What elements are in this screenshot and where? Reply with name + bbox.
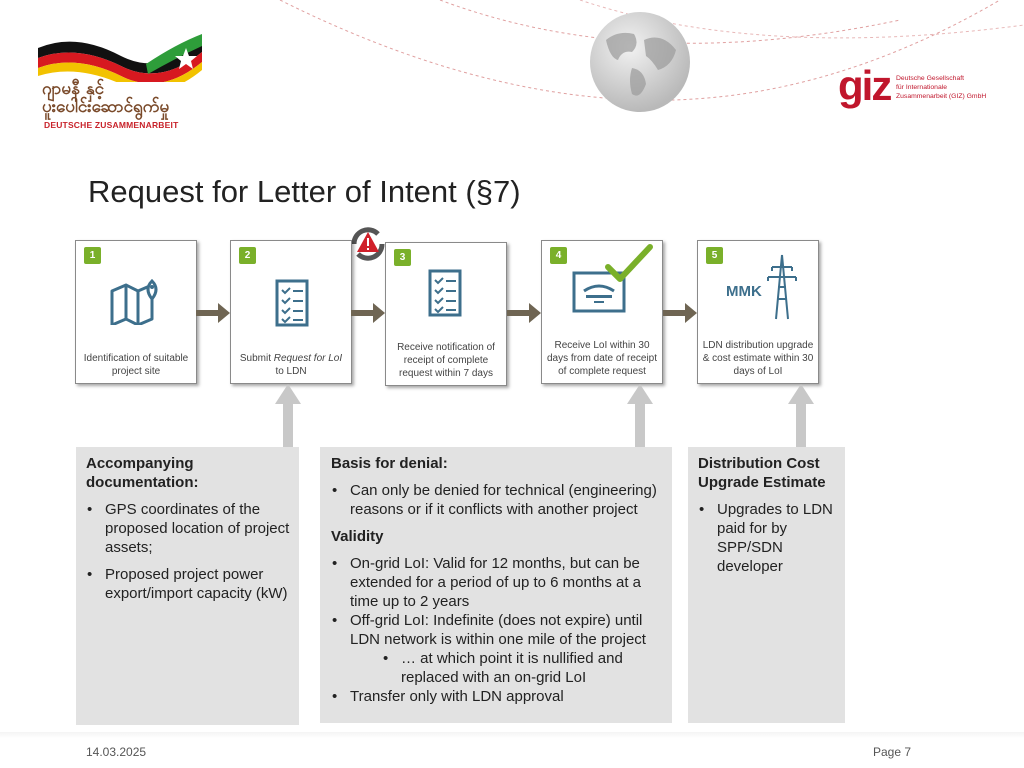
step-2-box [230,240,352,384]
checklist-icon [386,269,506,319]
documentation-panel [76,447,299,725]
validity-sub-bullet: • … at which point it is nullified and replaced with an on-grid LoI [331,649,669,687]
step-1-text: Identification of suitable project site [83,353,189,377]
documentation-bullet: • GPS coordinates of the proposed location of project assets; [86,500,291,557]
arrow-up-icon [788,384,814,448]
step-4-text: Receive LoI within 30 days from date of receipt of complete request [546,340,658,377]
documentation-heading: Accompanying documentation: [86,455,199,491]
partner-logo-script: ဂျာမနီ နှင့် ပူးပေါင်းဆောင်ရွက်မှု [42,79,170,117]
step-number: 2 [239,247,256,264]
step-number: 5 [706,247,723,264]
power-tower-icon [698,251,818,321]
distribution-bullet: • Upgrades to LDN paid for by SPP/SDN developer [698,500,840,576]
step-number: 3 [394,249,411,266]
denial-bullet: • Can only be denied for technical (engineering) reasons or if it conflicts with another project [331,481,669,519]
arrow-right-icon [507,303,541,323]
footer-band [0,732,1024,738]
step-number: 4 [550,247,567,264]
arrow-up-icon [627,384,653,448]
step-2-text: Submit Request for LoI to LDN [239,353,343,377]
deutsche-zusammenarbeit-logo [36,34,206,134]
footer-date: 14.03.2025 [86,745,147,759]
distribution-panel [688,447,845,723]
giz-tagline: Deutsche Gesellschaft für Internationale Zusammenarbeit (GIZ) GmbH [896,75,987,100]
footer-page-number: Page 7 [873,745,912,759]
arrow-up-icon [275,384,301,448]
step-1-box [75,240,197,384]
giz-logo [838,62,998,112]
globe-icon [588,10,692,114]
warning-refresh-icon [348,226,388,262]
validity-bullet: • Off-grid LoI: Indefinite (does not expire) until LDN network is within one mile of the project [331,611,669,649]
step-4-box [541,240,663,384]
validity-bullet: • Transfer only with LDN approval [331,687,669,706]
checklist-icon [231,279,351,329]
validity-bullet: • On-grid LoI: Valid for 12 months, but can be extended for a period of up to 6 months at a time up to 2 years [331,554,669,611]
distribution-heading: Distribution Cost Upgrade Estimate [698,455,826,491]
arrow-right-icon [663,303,697,323]
denial-validity-panel [320,447,672,723]
certificate-icon [542,243,662,319]
flag-ribbon-icon [36,34,206,82]
giz-wordmark: giz [838,62,891,109]
mmk-label: MMK [726,283,762,300]
step-3-text: Receive notification of receipt of complete request within 7 days [397,342,495,379]
step-number: 1 [84,247,101,264]
documentation-bullet: • Proposed project power export/import capacity (kW) [86,565,291,603]
denial-heading: Basis for denial: [331,455,448,472]
step-3-box [385,242,507,386]
arrow-right-icon [196,303,230,323]
page-title: Request for Letter of Intent (§7) [88,174,521,209]
map-pin-icon [76,279,196,325]
partner-logo-subtitle: DEUTSCHE ZUSAMMENARBEIT [44,120,179,130]
step-5-text: LDN distribution upgrade & cost estimate within 30 days of LoI [702,340,814,377]
arrow-right-icon [351,303,385,323]
step-5-box [697,240,819,384]
validity-heading: Validity [331,528,384,545]
